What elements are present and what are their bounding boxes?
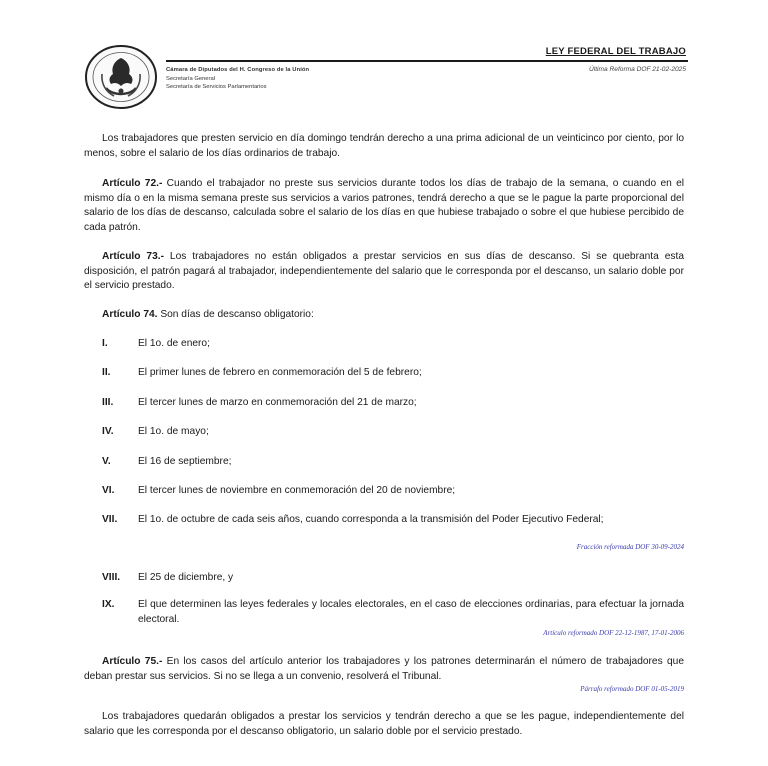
article-75 bbox=[84, 655, 684, 684]
article-74 bbox=[84, 308, 684, 323]
law-title: LEY FEDERAL DEL TRABAJO bbox=[545, 46, 686, 57]
fraction-number: IX. bbox=[102, 599, 115, 610]
org-secretariat: Secretaría General bbox=[166, 75, 215, 82]
article-72-title: Artículo 72.- bbox=[102, 178, 163, 189]
article-72-text: Cuando el trabajador no preste sus servicios durante todos los días de trabajo de la semana, o cuando en el mismo día o en la misma semana preste sus servicios a varios patrones, tendrá derecho a que se le pague la parte proporcional del salario de los días de descanso, calculada sobre el salario de los días en que hubiese trabajado o sobre el que hubiese percibido de cada patrón. bbox=[84, 178, 685, 233]
reform-note-article-74: Artículo reformado DOF 22-12-1987, 17-01-2006 bbox=[543, 629, 684, 637]
fraction-number: VI. bbox=[102, 485, 115, 496]
fraction-text: El primer lunes de febrero en conmemoración del 5 de febrero; bbox=[138, 367, 422, 378]
article-73-title: Artículo 73.- bbox=[102, 251, 164, 262]
paragraph-double-salary bbox=[84, 710, 684, 739]
fraction-number: V. bbox=[102, 456, 111, 467]
fraction-text: El que determinen las leyes federales y locales electorales, en el caso de elecciones ordinarias, para efectuar la jornada electoral. bbox=[138, 599, 684, 625]
fraction-text: El 25 de diciembre, y bbox=[138, 572, 234, 583]
article-73-text: Los trabajadores no están obligados a prestar servicios en sus días de descanso. Si se quebranta esta disposición, el patrón pagará al trabajador, independientemente del salario que le corresponda por el descanso, un salario doble por el servicio prestado. bbox=[84, 251, 684, 292]
fraction-text: El 1o. de enero; bbox=[138, 338, 210, 349]
fraction-number: III. bbox=[102, 397, 114, 408]
reform-note-article-75: Párrafo reformado DOF 01-05-2019 bbox=[580, 685, 684, 693]
fraction-number: VII. bbox=[102, 514, 118, 525]
fraction-number: VIII. bbox=[102, 572, 121, 583]
fraction-text: El tercer lunes de marzo en conmemoración del 21 de marzo; bbox=[138, 397, 417, 408]
fraction-number: II. bbox=[102, 367, 111, 378]
article-74-title: Artículo 74. bbox=[102, 309, 158, 320]
fraction-text: El 16 de septiembre; bbox=[138, 456, 232, 467]
article-72 bbox=[84, 177, 684, 235]
fraction-number: I. bbox=[102, 338, 108, 349]
coat-of-arms-seal-icon bbox=[84, 44, 158, 110]
article-75-text: En los casos del artículo anterior los trabajadores y los patrones determinarán el número de trabajadores que deban prestar sus servicios. Si no se llega a un convenio, resolverá el Tribunal. bbox=[84, 656, 684, 682]
paragraph-text: Los trabajadores quedarán obligados a prestar los servicios y tendrán derecho a que se les pague, independientemente del salario que les corresponda por el descanso obligatorio, un salario doble por el servicio prestado. bbox=[84, 711, 684, 737]
fraction-number: IV. bbox=[102, 426, 114, 437]
last-reform-note: Última Reforma DOF 21-02-2025 bbox=[589, 66, 686, 73]
article-74-text: Son días de descanso obligatorio: bbox=[157, 309, 314, 320]
fraction-text: El 1o. de octubre de cada seis años, cuando corresponda a la transmisión del Poder Ejecutivo Federal; bbox=[138, 514, 604, 525]
fraction-text: El 1o. de mayo; bbox=[138, 426, 209, 437]
article-73 bbox=[84, 250, 684, 294]
paragraph-sunday-premium bbox=[84, 132, 684, 161]
paragraph-text: Los trabajadores que presten servicio en día domingo tendrán derecho a una prima adicional de un veinticinco por ciento, por lo menos, sobre el salario de los días ordinarios de trabajo. bbox=[84, 133, 684, 159]
issuing-organization bbox=[166, 66, 309, 92]
org-services: Secretaría de Servicios Parlamentarios bbox=[166, 84, 267, 90]
org-chamber: Cámara de Diputados del H. Congreso de la Unión bbox=[166, 67, 310, 73]
header-rule bbox=[166, 60, 688, 62]
article-75-title: Artículo 75.- bbox=[102, 656, 163, 667]
reform-note-fraction-7: Fracción reformada DOF 30-09-2024 bbox=[576, 543, 684, 551]
fraction-text: El tercer lunes de noviembre en conmemoración del 20 de noviembre; bbox=[138, 485, 456, 496]
